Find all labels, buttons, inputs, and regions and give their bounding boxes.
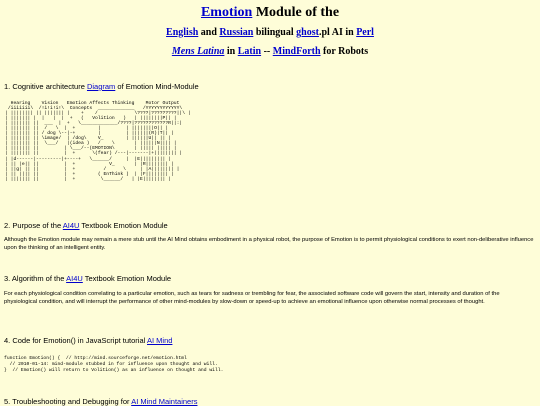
in-text: in xyxy=(224,46,238,57)
bilingual-text: bilingual xyxy=(253,27,297,38)
page-title-line2 xyxy=(0,27,540,38)
ai-mind-link[interactable]: AI Mind xyxy=(146,336,173,345)
ai-mind-maintainers-link[interactable]: AI Mind Maintainers xyxy=(131,397,198,406)
mens-latina-link[interactable]: Mens Latina xyxy=(171,46,225,57)
section-heading-2 xyxy=(4,221,168,230)
ai4u-link-2[interactable]: AI4U xyxy=(66,274,83,283)
diagram-link[interactable]: Diagram xyxy=(86,82,116,91)
section-1-suffix: of Emotion Mind-Module xyxy=(115,82,199,91)
russian-link[interactable]: Russian xyxy=(219,27,254,38)
section-3-paragraph: For each physiological condition correlating to a particular emotion, such as tears for sadness or trembling for fear, the associated software code will govern the start, intensity and duration of the physiological condition, and will interrupt the performance of other mind-modules by slow-down or speed-up to achieve an emotional influence upon otherwise normal processes of thought. xyxy=(4,291,500,305)
emotion-code-block: function Emotion() { // http://mind.sourceforge.net/emotion.html // 2010-01-14: mind-module stubbed in for influence upon thought and will. } // Emotion() will return to Volition() as an influence on thought and will. xyxy=(4,356,224,374)
page-title-line1 xyxy=(0,5,540,21)
ai4u-link-1[interactable]: AI4U xyxy=(62,221,80,230)
section-3-suffix: Textbook Emotion Module xyxy=(82,274,172,283)
section-2-prefix: 2. Purpose of the xyxy=(4,221,63,230)
perl-link[interactable]: Perl xyxy=(356,27,374,38)
section-1-prefix: 1. Cognitive architecture xyxy=(4,82,87,91)
and-text: and xyxy=(198,27,220,38)
section-5-prefix: 5. Troubleshooting and Debugging for xyxy=(4,397,132,406)
pl-ai-in-text: .pl AI in xyxy=(318,27,357,38)
dash-text: -- xyxy=(261,46,273,57)
section-2-suffix: Textbook Emotion Module xyxy=(79,221,168,230)
section-heading-4 xyxy=(4,336,172,345)
latin-link[interactable]: Latin xyxy=(237,46,262,57)
english-link[interactable]: English xyxy=(166,27,199,38)
title-rest: Module of the xyxy=(252,5,340,20)
mindforth-link[interactable]: MindForth xyxy=(272,46,321,57)
emotion-link[interactable]: Emotion xyxy=(200,5,253,20)
section-2-paragraph: Although the Emotion module may remain a mere stub until the AI Mind obtains embodiment in a physical robot, the purpose of Emotion is to permit physiological conditions to exert non-deliberative influence upon the thinking of an intelligent entity. xyxy=(4,237,534,251)
section-3-prefix: 3. Algorithm of the xyxy=(4,274,67,283)
page-title-line3 xyxy=(0,46,540,57)
ascii-architecture-diagram: Hearing Vision Emotion Affects Thinking Motor Output /iiiiiii\ /!i!i!i!\ Concepts _____________ /YYYYYYYYYYYY\ | |||||||| || ||||||| | + / \????|?????????||\ | | ||||||| | | | | + ( Volition ) | ||||||||P|| | | ||||||| || ___ | + \_____________/????|????????????R||:| | ||||||| || / \ | + | | ||||||||O|| | | ||||||| || / dog \--|-+ | | ||||||(R)|T|| | | ||||||| || \image/ | /dog\ V_ | ||||||U|| || | | ||||||| || \___/ |(idea ) / \ | ||||||N|||| | | ||||||| || | \___/--(EMOTION\ | ||||| ||||| | | ||||||| || | + \(fear) /---|-------|+|||||||| | | |d------|---------|+----+ \______/ | |E||||||||| | | || |e|| || | + V_ | |R|||||||| | | ||g| || || | + / \ | |A|||||||| | | || |||| || | + ( EnThink ) | |F|||||||| | | ||||||| || | + \______/ | |E|||||||| | xyxy=(5,101,191,182)
for-robots-text: for Robots xyxy=(320,46,369,57)
ghost-link[interactable]: ghost xyxy=(296,27,319,38)
section-4-prefix: 4. Code for Emotion() in JavaScript tutorial xyxy=(4,336,147,345)
section-heading-3 xyxy=(4,274,171,283)
section-heading-1 xyxy=(4,82,199,91)
